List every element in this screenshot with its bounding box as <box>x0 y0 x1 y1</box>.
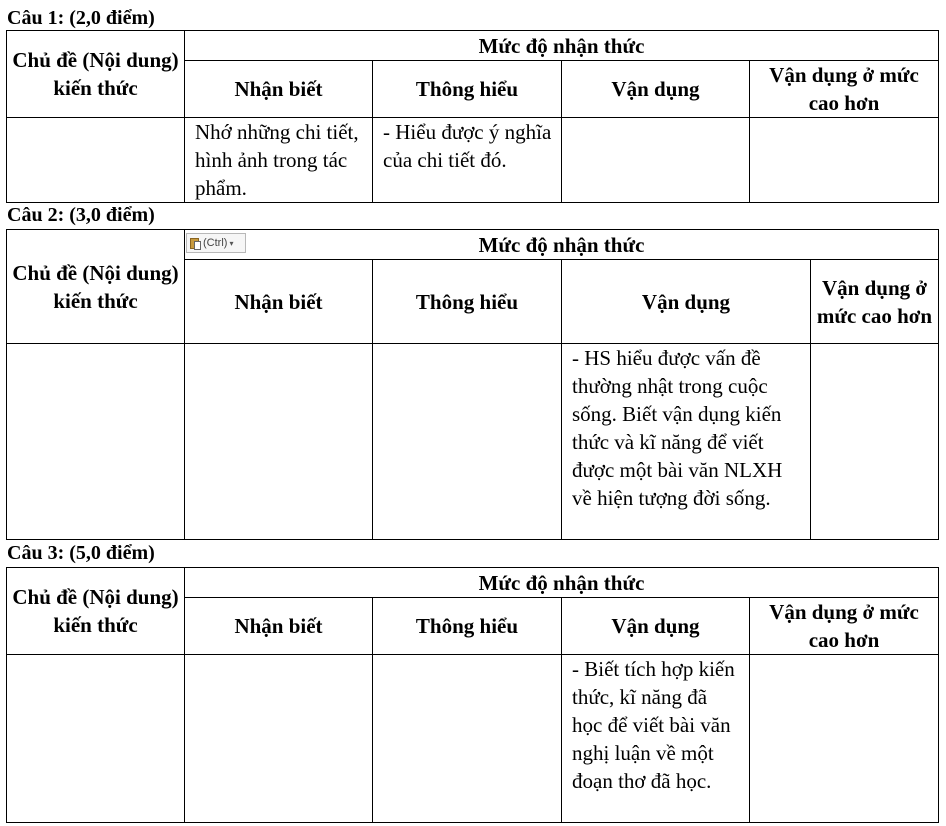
level-understand: Thông hiểu <box>373 598 562 655</box>
topic-header: Chủ đề (Nội dung) kiến thức <box>7 568 185 655</box>
cell-recognize: Nhớ những chi tiết, hình ảnh trong tác phẩm. <box>185 118 373 203</box>
cell-apply: - Biết tích hợp kiến thức, kĩ năng đã học để viết bài văn nghị luận về một đoạn thơ đã học. <box>562 655 750 823</box>
cell-topic <box>7 118 185 203</box>
paste-options-label: (Ctrl) <box>203 237 228 249</box>
cell-apply <box>562 118 750 203</box>
question-3-title: Câu 3: (5,0 điểm) <box>7 542 155 564</box>
question-2-title: Câu 2: (3,0 điểm) <box>7 204 155 226</box>
level-recognize: Nhận biết <box>185 260 373 344</box>
cell-understand <box>373 344 562 540</box>
cell-understand: - Hiểu được ý nghĩa của chi tiết đó. <box>373 118 562 203</box>
level-recognize: Nhận biết <box>185 598 373 655</box>
chevron-down-icon: ▾ <box>229 238 234 248</box>
topic-header: Chủ đề (Nội dung) kiến thức <box>7 31 185 118</box>
level-header: Mức độ nhận thức <box>185 230 939 260</box>
level-understand: Thông hiểu <box>373 61 562 118</box>
question-1-table <box>6 30 939 203</box>
cell-apply: - HS hiểu được vấn đề thường nhật trong cuộc sống. Biết vận dụng kiến thức và kĩ năng để viết được một bài văn NLXH về hiện tượng đời sống. <box>562 344 811 540</box>
level-apply: Vận dụng <box>562 598 750 655</box>
clipboard-icon <box>190 237 201 250</box>
level-apply: Vận dụng <box>562 61 750 118</box>
level-apply-high: Vận dụng ở mức cao hơn <box>750 61 939 118</box>
question-1-title: Câu 1: (2,0 điểm) <box>7 7 155 29</box>
level-apply: Vận dụng <box>562 260 811 344</box>
cell-topic <box>7 655 185 823</box>
cell-recognize <box>185 655 373 823</box>
cell-topic <box>7 344 185 540</box>
question-2-table <box>6 229 939 540</box>
level-header: Mức độ nhận thức <box>185 568 939 598</box>
cell-recognize <box>185 344 373 540</box>
level-apply-high: Vận dụng ở mức cao hơn <box>811 260 939 344</box>
level-header: Mức độ nhận thức <box>185 31 939 61</box>
level-recognize: Nhận biết <box>185 61 373 118</box>
topic-header: Chủ đề (Nội dung) kiến thức <box>7 230 185 344</box>
cell-apply-high <box>750 655 939 823</box>
cell-understand <box>373 655 562 823</box>
question-3-table <box>6 567 939 823</box>
level-apply-high: Vận dụng ở mức cao hơn <box>750 598 939 655</box>
cell-apply-high <box>750 118 939 203</box>
paste-options-button[interactable] <box>186 233 246 253</box>
level-understand: Thông hiểu <box>373 260 562 344</box>
cell-apply-high <box>811 344 939 540</box>
